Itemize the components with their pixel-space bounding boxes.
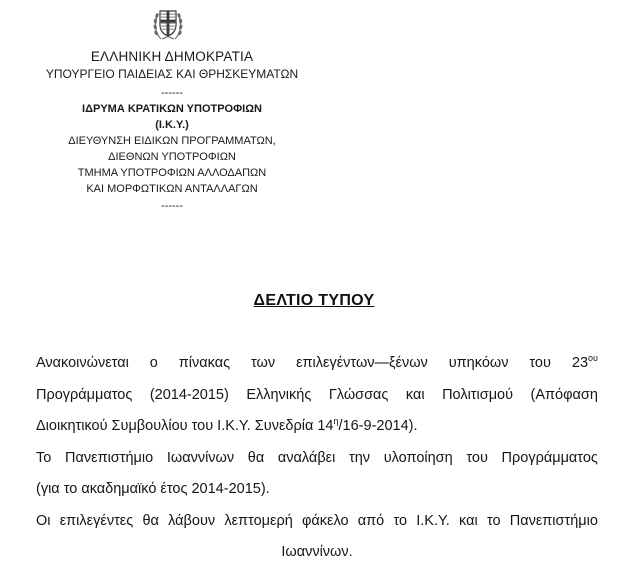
paragraph-1-line-2: [36, 380, 598, 412]
word: το: [393, 512, 408, 529]
word: επιλεγέντων—ξένων: [296, 355, 428, 371]
word: Ιωαννίνων: [166, 449, 235, 466]
ministry-name: ΥΠΟΥΡΓΕΙΟ ΠΑΙΔΕΙΑΣ ΚΑΙ ΘΡΗΣΚΕΥΜΑΤΩΝ: [45, 67, 299, 81]
word: από: [357, 512, 385, 529]
word: Προγράμματος: [501, 449, 598, 466]
word: και: [459, 512, 478, 529]
decision-date: /16-9-2014).: [338, 418, 418, 434]
word: θα: [142, 512, 159, 529]
word: υπηκόων: [448, 355, 509, 371]
word: λεπτομερή: [224, 512, 293, 529]
word: (Απόφαση: [530, 386, 598, 403]
word: πίνακας: [178, 355, 231, 371]
word: ο: [149, 355, 158, 371]
paragraph-folder: [36, 506, 598, 569]
document-title: ΔΕΛΤΙΟ ΤΥΠΟΥ: [253, 292, 375, 309]
word: Ελληνικής: [246, 386, 312, 403]
word: των: [251, 355, 276, 371]
department-line-4: ΚΑΙ ΜΟΡΦΩΤΙΚΩΝ ΑΝΤΑΛΛΑΓΩΝ: [86, 183, 258, 195]
word: Πανεπιστήμιο: [65, 449, 154, 466]
letterhead-separator-bottom: ------: [161, 200, 183, 212]
word: του: [529, 355, 551, 371]
department-line-3: ΤΜΗΜΑ ΥΠΟΤΡΟΦΙΩΝ ΑΛΛΟΔΑΠΩΝ: [77, 167, 267, 179]
foundation-abbreviation: (Ι.Κ.Υ.): [155, 119, 189, 131]
word: Προγράμματος: [36, 386, 133, 403]
department-line-2: ΔΙΕΘΝΩΝ ΥΠΟΤΡΟΦΙΩΝ: [108, 151, 236, 163]
foundation-name: ΙΔΡΥΜΑ ΚΡΑΤΙΚΩΝ ΥΠΟΤΡΟΦΙΩΝ: [82, 103, 262, 115]
paragraph-3-line-2: Ιωαννίνων.: [281, 544, 353, 560]
word: υλοποίηση: [383, 449, 453, 466]
word: Πανεπιστήμιο: [509, 512, 598, 529]
word: Το: [36, 449, 52, 466]
republic-name: ΕΛΛΗΝΙΚΗ ΔΗΜΟΚΡΑΤΙΑ: [90, 49, 254, 64]
paragraph-2-line-2: (για το ακαδημαϊκό έτος 2014-2015).: [36, 481, 270, 497]
word: αναλάβει: [277, 449, 336, 466]
word: θα: [247, 449, 265, 466]
decision-text: Διοικητικού Συμβουλίου του Ι.Κ.Υ. Συνεδρία 14: [36, 418, 334, 434]
department-line-1: ΔΙΕΥΘΥΝΣΗ ΕΙΔΙΚΩΝ ΠΡΟΓΡΑΜΜΑΤΩΝ,: [68, 135, 276, 147]
body-text: [36, 348, 598, 569]
paragraph-announcement: [36, 348, 598, 443]
paragraph-2-line-1: [36, 443, 598, 475]
word: λάβουν: [168, 512, 216, 529]
greek-coat-of-arms-icon: [152, 5, 184, 43]
session-suffix: η: [333, 416, 339, 426]
program-number-value: 23: [571, 355, 589, 371]
word: επιλεγέντες: [59, 512, 134, 529]
word: Γλώσσας: [328, 386, 389, 403]
word: την: [349, 449, 371, 466]
paragraph-1-line-1: [36, 348, 598, 380]
word: το: [486, 512, 501, 529]
word: Πολιτισμού: [442, 386, 514, 403]
word: φάκελο: [301, 512, 349, 529]
paragraph-university: [36, 443, 598, 506]
word: Οι: [36, 512, 51, 529]
paragraph-3-line-1: [36, 506, 598, 538]
word: (2014-2015): [149, 386, 229, 403]
letterhead-separator: ------: [161, 87, 183, 99]
program-number: [572, 348, 598, 380]
word: Ανακοινώνεται: [36, 355, 129, 371]
word: Ι.Κ.Υ.: [416, 512, 450, 529]
word: του: [466, 449, 488, 466]
word: και: [405, 386, 425, 403]
paragraph-1-line-3: [36, 411, 598, 443]
program-number-suffix: ου: [588, 353, 598, 363]
